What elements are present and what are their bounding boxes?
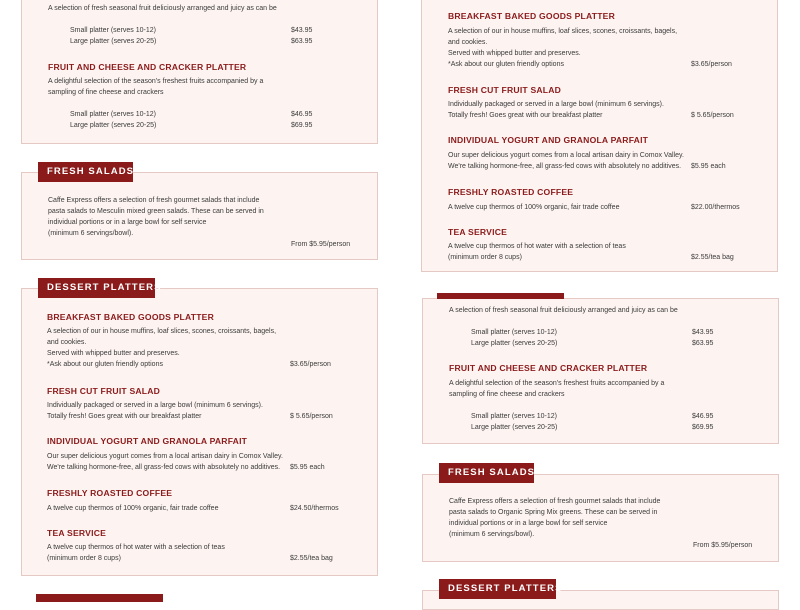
coffee-title: FRESHLY ROASTED COFFEE	[47, 488, 173, 498]
baked-goods-title: BREAKFAST BAKED GOODS PLATTER	[47, 312, 215, 322]
cheese-platter-title: FRUIT AND CHEESE AND CRACKER PLATTER	[48, 62, 247, 72]
coffee-title: FRESHLY ROASTED COFFEE	[448, 187, 574, 197]
salads-price: From $5.95/person	[291, 241, 351, 248]
salads-desc-3: individual portions or in a large bowl for self service	[48, 219, 207, 226]
cut-fruit-price: $ 5.65/person	[691, 112, 734, 119]
fruit-small-platter-price: $43.95	[291, 27, 313, 34]
fruit-small-platter-label: Small platter (serves 10-12)	[70, 27, 156, 34]
baked-goods-desc-1: A selection of our in house muffins, loaf slices, scones, croissants, bagels,	[448, 28, 678, 35]
baked-goods-desc-4: *Ask about our gluten friendly options	[47, 361, 163, 368]
cut-fruit-title: FRESH CUT FRUIT SALAD	[47, 386, 161, 396]
yogurt-title: INDIVIDUAL YOGURT AND GRANOLA PARFAIT	[47, 436, 248, 446]
tea-title: TEA SERVICE	[47, 528, 107, 538]
cut-fruit-desc-1: Individually packaged or served in a large bowl (minimum 6 servings).	[47, 402, 263, 409]
cheese-platter-desc-1: A delightful selection of the season's freshest fruits accompanied by a	[449, 380, 665, 387]
tea-desc-2: (minimum order 8 cups)	[448, 254, 522, 261]
fruit-large-platter-label: Large platter (serves 20-25)	[471, 340, 558, 347]
salads-desc-1: Caffe Express offers a selection of fresh gourmet salads that include	[449, 498, 661, 505]
salads-desc-4: (minimum 6 servings/bowl).	[449, 531, 535, 538]
fresh-salads-tab: FRESH SALADS	[439, 463, 534, 483]
baked-goods-price: $3.65/person	[290, 361, 331, 368]
tea-price: $2.55/tea bag	[290, 555, 333, 562]
cheese-platter-title: FRUIT AND CHEESE AND CRACKER PLATTER	[449, 363, 648, 373]
yogurt-desc-1: Our super delicious yogurt comes from a local artisan dairy in Comox Valley.	[448, 152, 684, 159]
cheese-large-platter-price: $69.95	[291, 122, 313, 129]
tea-price: $2.55/tea bag	[691, 254, 734, 261]
cheese-platter-desc-1: A delightful selection of the season's freshest fruits accompanied by a	[48, 78, 264, 85]
cheese-small-platter-label: Small platter (serves 10-12)	[471, 413, 557, 420]
baked-goods-desc-3: Served with whipped butter and preserves.	[47, 350, 180, 357]
dessert-platters-tab: DESSERT PLATTERS	[439, 579, 556, 599]
cheese-large-platter-price: $69.95	[692, 424, 714, 431]
fruit-large-platter-price: $63.95	[692, 340, 714, 347]
next-section-tab	[36, 594, 163, 602]
yogurt-price: $5.95 each	[290, 464, 325, 471]
baked-goods-desc-4: *Ask about our gluten friendly options	[448, 61, 564, 68]
fruit-platter-description: A selection of fresh seasonal fruit deliciously arranged and juicy as can be	[48, 5, 277, 12]
cheese-large-platter-label: Large platter (serves 20-25)	[471, 424, 558, 431]
cheese-small-platter-label: Small platter (serves 10-12)	[70, 111, 156, 118]
yogurt-price: $5.95 each	[691, 163, 726, 170]
salads-desc-1: Caffe Express offers a selection of fresh gourmet salads that include	[48, 197, 260, 204]
salads-desc-3: individual portions or in a large bowl for self service	[449, 520, 608, 527]
yogurt-desc-2: We're talking hormone-free, all grass-fed cows with absolutely no additives.	[448, 163, 682, 170]
cheese-small-platter-price: $46.95	[692, 413, 714, 420]
fruit-large-platter-price: $63.95	[291, 38, 313, 45]
cheese-small-platter-price: $46.95	[291, 111, 313, 118]
cut-fruit-desc-2: Totally fresh! Goes great with our breakfast platter	[448, 112, 603, 119]
cut-fruit-desc-1: Individually packaged or served in a large bowl (minimum 6 servings).	[448, 101, 664, 108]
baked-goods-title: BREAKFAST BAKED GOODS PLATTER	[448, 11, 616, 21]
cheese-large-platter-label: Large platter (serves 20-25)	[70, 122, 157, 129]
fresh-salads-tab: FRESH SALADS	[38, 162, 133, 182]
coffee-price: $22.00/thermos	[691, 204, 740, 211]
dessert-platters-tab: DESSERT PLATTERS	[38, 278, 155, 298]
tea-desc-1: A twelve cup thermos of hot water with a selection of teas	[47, 544, 225, 551]
tea-title: TEA SERVICE	[448, 227, 508, 237]
yogurt-title: INDIVIDUAL YOGURT AND GRANOLA PARFAIT	[448, 135, 649, 145]
coffee-price: $24.50/thermos	[290, 505, 339, 512]
tea-desc-1: A twelve cup thermos of hot water with a selection of teas	[448, 243, 626, 250]
salads-desc-2: pasta salads to Organic Spring Mix greens. These can be served in	[449, 509, 658, 516]
cut-fruit-title: FRESH CUT FRUIT SALAD	[448, 85, 562, 95]
tea-desc-2: (minimum order 8 cups)	[47, 555, 121, 562]
baked-goods-desc-2: and cookies.	[47, 339, 87, 346]
cut-fruit-desc-2: Totally fresh! Goes great with our breakfast platter	[47, 413, 202, 420]
salads-price: From $5.95/person	[693, 542, 753, 549]
yogurt-desc-1: Our super delicious yogurt comes from a local artisan dairy in Comox Valley.	[47, 453, 283, 460]
baked-goods-desc-1: A selection of our in house muffins, loaf slices, scones, croissants, bagels,	[47, 328, 277, 335]
coffee-desc: A twelve cup thermos of 100% organic, fair trade coffee	[448, 204, 620, 211]
cheese-platter-desc-2: sampling of fine cheese and crackers	[449, 391, 565, 398]
coffee-desc: A twelve cup thermos of 100% organic, fair trade coffee	[47, 505, 219, 512]
cut-fruit-price: $ 5.65/person	[290, 413, 333, 420]
yogurt-desc-2: We're talking hormone-free, all grass-fed cows with absolutely no additives.	[47, 464, 281, 471]
baked-goods-desc-3: Served with whipped butter and preserves.	[448, 50, 581, 57]
salads-desc-2: pasta salads to Mesculin mixed green salads. These can be served in	[48, 208, 264, 215]
salads-desc-4: (minimum 6 servings/bowl).	[48, 230, 134, 237]
fruit-platter-description: A selection of fresh seasonal fruit deliciously arranged and juicy as can be	[449, 307, 678, 314]
fruit-large-platter-label: Large platter (serves 20-25)	[70, 38, 157, 45]
fruit-small-platter-label: Small platter (serves 10-12)	[471, 329, 557, 336]
baked-goods-price: $3.65/person	[691, 61, 732, 68]
fruit-platters-tab	[437, 293, 564, 299]
fruit-small-platter-price: $43.95	[692, 329, 714, 336]
cheese-platter-desc-2: sampling of fine cheese and crackers	[48, 89, 164, 96]
baked-goods-desc-2: and cookies.	[448, 39, 488, 46]
